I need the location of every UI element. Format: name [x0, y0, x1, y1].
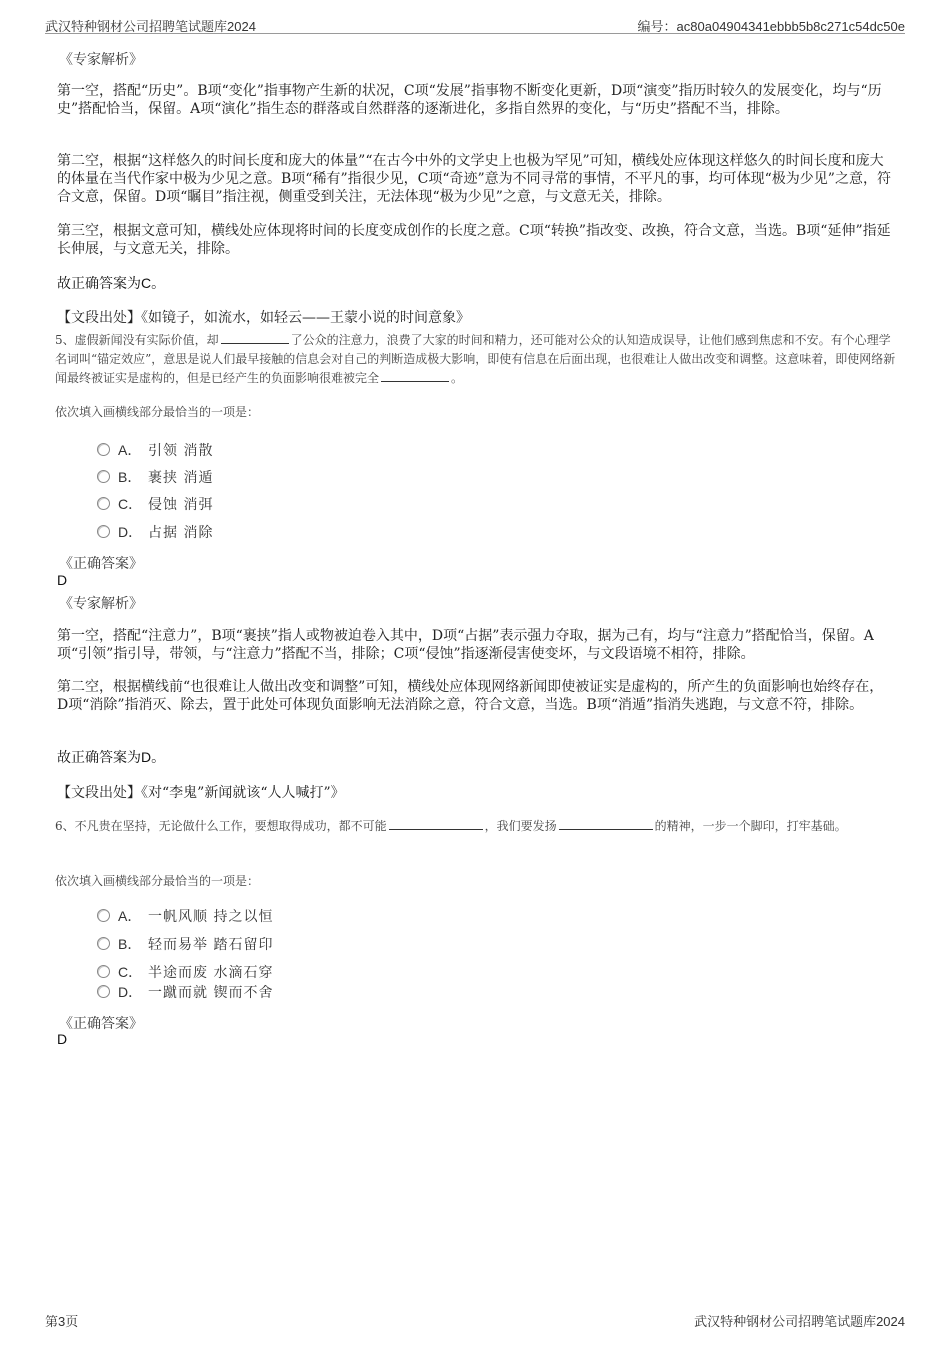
q6-stem-part3: 的精神，一步一个脚印，打牢基础。 — [654, 819, 847, 833]
q6-answer: D — [57, 1031, 68, 1047]
q5-instruction: 依次填入画横线部分最恰当的一项是： — [55, 405, 260, 419]
q6-answer-label: 《正确答案》 — [59, 1016, 143, 1032]
q6-option-d-text: 一蹴而就 锲而不舍 — [148, 985, 274, 1001]
q5-option-a-letter: A． — [118, 442, 142, 458]
header-title: 武汉特种钢材公司招聘笔试题库2024 — [45, 19, 256, 34]
q5-stem — [55, 331, 900, 388]
q5-option-c[interactable] — [97, 494, 213, 514]
q5-source-text: 《对“李鬼”新闻就该“人人喊打”》 — [141, 785, 345, 801]
q5-expert-label: 《专家解析》 — [59, 596, 143, 612]
q5-option-d[interactable] — [97, 522, 213, 542]
q6-option-a-letter: A． — [118, 908, 142, 924]
q4-analysis-2: 第二空，根据“这样悠久的时间长度和庞大的体量”“在古今中外的文学史上也极为罕见”可知，横线处应体现这样悠久的时间长度和庞大的体量在当代作家中极为少见之意。B项“稀有”指很少见，C项“奇迹”意为不同寻常的事情，不平凡的事，均可体现“极为少见”之意，符合文意，保留。D项“瞩目”指注视，侧重受到关注，无法体现“极为少见”之意，与文意无关，排除。 — [57, 153, 891, 205]
q5-analysis-2: 第二空，根据横线前“也很难让人做出改变和调整”可知，横线处应体现网络新闻即使被证实是虚构的，所产生的负面影响也始终存在，D项“消除”指消灭、除去，置于此处可体现负面影响无法消除之意，符合文意，当选。B项“消遁”指消失逃跑，与文意不符，排除。 — [57, 679, 884, 713]
q6-option-a[interactable] — [97, 906, 273, 926]
q6-stem — [55, 817, 900, 836]
q4-analysis-1: 第一空，搭配“历史”。B项“变化”指事物产生新的状况，C项“发展”指事物不断变化更新，D项“演变”指历时较久的发展变化，均与“历史”搭配恰当，保留。A项“演化”指生态的群落或自然群落的逐渐进化，多指自然界的变化，与“历史”搭配不当，排除。 — [57, 83, 882, 117]
q6-instruction: 依次填入画横线部分最恰当的一项是： — [55, 874, 260, 888]
q4-source — [57, 307, 470, 327]
q5-stem-part1: 5、虚假新闻没有实际价值，却 — [55, 333, 219, 347]
q5-answer: D — [57, 572, 68, 588]
q6-stem-part2: ，我们要发扬 — [484, 819, 557, 833]
q6-option-c-text: 半途而废 水滴石穿 — [148, 965, 274, 981]
radio-icon[interactable] — [97, 525, 110, 538]
page-number: 第3页 — [45, 1314, 79, 1329]
q5-stem-part3: 。 — [451, 371, 464, 385]
q5-option-a-text: 引领 消散 — [148, 443, 214, 459]
q5-option-a[interactable] — [97, 440, 213, 460]
radio-icon[interactable] — [97, 470, 110, 483]
q5-option-c-text: 侵蚀 消弭 — [148, 497, 214, 513]
q6-option-c-letter: C． — [118, 964, 143, 980]
q5-conclusion: 故正确答案为D。 — [57, 749, 166, 765]
q5-option-c-letter: C． — [118, 496, 143, 512]
radio-icon[interactable] — [97, 985, 110, 998]
q5-blank-2 — [381, 369, 449, 382]
q5-analysis-1: 第一空，搭配“注意力”，B项“裹挟”指人或物被迫卷入其中，D项“占据”表示强力夺取，据为己有，均与“注意力”搭配恰当，保留。A项“引领”指引导，带领，与“注意力”搭配不当，排除；C项“侵蚀”指逐渐侵害使变坏，与文段语境不相符，排除。 — [57, 628, 874, 662]
q5-source — [57, 782, 345, 802]
q5-stem-part2: 了公众的注意力，浪费了大家的时间和精力，还可能对公众的认知造成误导，让他们感到焦虑和不安。有个心理学名词叫“锚定效应”，意思是说人们最早接触的信息会对自己的判断造成极大影响，即使有信息在后面出现，也很难让人做出改变和调整。这意味着，即使网络新闻最终被证实是虚构的，但是已经产生的负面影响很难被完全 — [55, 333, 896, 385]
page-header — [45, 13, 905, 34]
q6-option-c[interactable] — [97, 962, 273, 982]
q6-option-b-letter: B． — [118, 936, 142, 952]
q4-analysis-3: 第三空，根据文意可知，横线处应体现将时间的长度变成创作的长度之意。C项“转换”指改变、改换，符合文意，当选。B项“延伸”指延长伸展，与文意无关，排除。 — [57, 223, 891, 257]
radio-icon[interactable] — [97, 965, 110, 978]
q4-source-text: 《如镜子，如流水，如轻云——王蒙小说的时间意象》 — [141, 310, 470, 326]
radio-icon[interactable] — [97, 443, 110, 456]
q6-stem-part1: 6、不凡贵在坚持，无论做什么工作，要想取得成功，都不可能 — [55, 819, 387, 833]
q5-option-b-letter: B． — [118, 469, 142, 485]
header-doc-id: 编号：ac80a04904341ebbb5b8c271c54dc50e — [637, 19, 905, 34]
q5-option-d-text: 占据 消除 — [148, 525, 214, 541]
q6-option-d-letter: D． — [118, 984, 143, 1000]
q6-option-b-text: 轻而易举 踏石留印 — [148, 937, 274, 953]
page-footer — [45, 1311, 905, 1331]
q5-answer-label: 《正确答案》 — [59, 556, 143, 572]
q5-option-b-text: 裹挟 消遁 — [148, 470, 214, 486]
q4-conclusion: 故正确答案为C。 — [57, 275, 166, 291]
q4-expert-label: 《专家解析》 — [59, 52, 143, 68]
q5-option-b[interactable] — [97, 467, 213, 487]
radio-icon[interactable] — [97, 937, 110, 950]
radio-icon[interactable] — [97, 497, 110, 510]
q5-source-label: 【文段出处】 — [57, 785, 141, 801]
q5-option-d-letter: D． — [118, 524, 143, 540]
q6-option-a-text: 一帆风顺 持之以恒 — [148, 909, 274, 925]
q5-blank-1 — [221, 331, 289, 344]
q4-source-label: 【文段出处】 — [57, 310, 141, 326]
q6-blank-2 — [559, 817, 653, 830]
radio-icon[interactable] — [97, 909, 110, 922]
footer-title: 武汉特种钢材公司招聘笔试题库2024 — [694, 1314, 905, 1329]
q6-option-d[interactable] — [97, 982, 273, 1002]
q6-option-b[interactable] — [97, 934, 273, 954]
q6-blank-1 — [389, 817, 483, 830]
